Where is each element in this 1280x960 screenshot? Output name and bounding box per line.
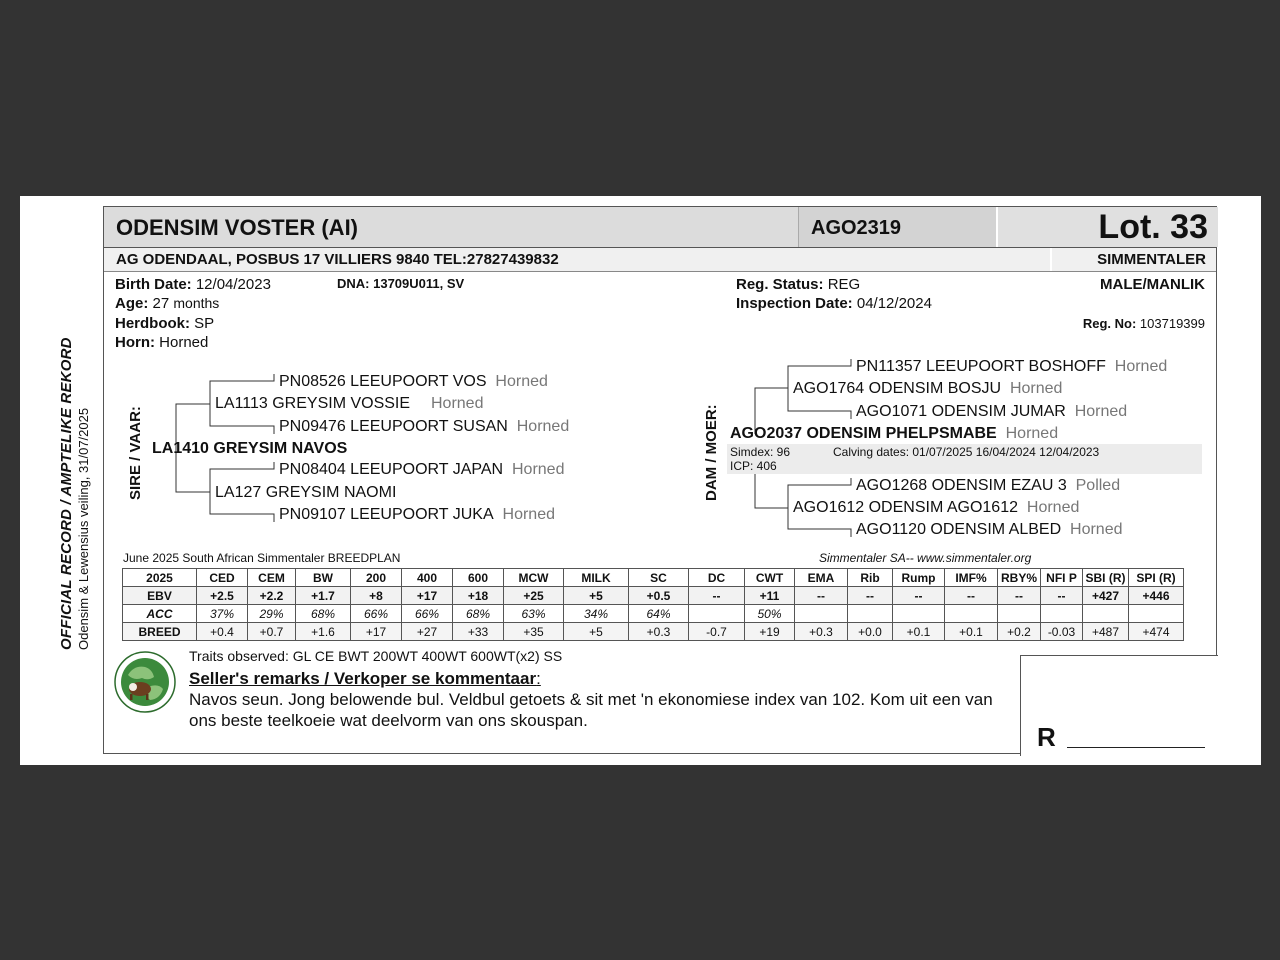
breedplan-cell: +27	[402, 623, 453, 641]
sire-sire: LA1113 GREYSIM VOSSIE	[215, 395, 411, 412]
breedplan-header-cell: 600	[453, 569, 504, 587]
breedplan-header-cell: EMA	[795, 569, 848, 587]
breedplan-cell: +1.6	[296, 623, 351, 641]
dam-sire: AGO1764 ODENSIM BOSJU Horned	[793, 380, 1063, 397]
breedplan-header-cell: 2025	[123, 569, 197, 587]
breedplan-cell: +0.3	[629, 623, 689, 641]
dam-name: AGO2037 ODENSIM PHELPSMABE	[730, 425, 997, 442]
lot-number: Lot. 33	[1098, 208, 1208, 246]
breedplan-cell: +17	[351, 623, 402, 641]
breedplan-cell	[795, 605, 848, 623]
breedplan-caption: June 2025 South African Simmentaler BREEDPLAN	[123, 551, 401, 565]
remarks-text: Navos seun. Jong belowende bul. Veldbul getoets & sit met 'n ekonomiese index van 102. Kom uit een van ons beste teelkoeie wat deelvorm van ons skouspan.	[189, 690, 993, 730]
auction-info: Odensim & Lewensius veiling, 31/07/2025	[76, 407, 91, 650]
breedplan-cell: --	[998, 587, 1041, 605]
breedplan-row	[123, 605, 1184, 623]
breedplan-row-label: BREED	[123, 623, 197, 641]
sire-sire-dam: PN09476 LEEUPOORT SUSAN Horned	[279, 418, 570, 435]
breedplan-header-cell: SC	[629, 569, 689, 587]
breedplan-cell: --	[795, 587, 848, 605]
breedplan-cell: 34%	[564, 605, 629, 623]
dam-info-box	[727, 444, 1202, 474]
breedplan-cell: +0.5	[629, 587, 689, 605]
breedplan-row	[123, 587, 1184, 605]
breedplan-header-cell: RBY%	[998, 569, 1041, 587]
breedplan-cell: -0.7	[689, 623, 745, 641]
breedplan-cell	[1129, 605, 1184, 623]
breedplan-header-cell: CEM	[248, 569, 296, 587]
horn-status: Horn: Horned	[115, 334, 209, 351]
breedplan-cell: +0.0	[848, 623, 893, 641]
breedplan-row	[123, 623, 1184, 641]
breedplan-cell: +0.1	[945, 623, 998, 641]
breedplan-cell: --	[848, 587, 893, 605]
breedplan-cell	[945, 605, 998, 623]
breedplan-cell: --	[689, 587, 745, 605]
sire-dam: LA127 GREYSIM NAOMI	[215, 484, 397, 501]
animal-code: AGO2319	[811, 217, 902, 239]
breedplan-cell	[998, 605, 1041, 623]
owner-info: AG ODENDAAL, POSBUS 17 VILLIERS 9840 TEL:27827439832	[116, 251, 559, 268]
breedplan-cell: -0.03	[1041, 623, 1083, 641]
breedplan-website: Simmentaler SA-- www.simmentaler.org	[819, 551, 1032, 565]
dam-calving-dates: Calving dates: 01/07/2025 16/04/2024 12/04/2023	[833, 445, 1100, 459]
breedplan-cell: 68%	[296, 605, 351, 623]
breedplan-header-cell: MILK	[564, 569, 629, 587]
breedplan-header-cell: CED	[197, 569, 248, 587]
breedplan-header-cell: Rump	[893, 569, 945, 587]
breedplan-header-cell: SBI (R)	[1083, 569, 1129, 587]
breedplan-cell: +17	[402, 587, 453, 605]
breedplan-cell: +5	[564, 623, 629, 641]
breedplan-cell: --	[893, 587, 945, 605]
breedplan-cell: 63%	[504, 605, 564, 623]
breedplan-header-row	[123, 569, 1184, 587]
breedplan-cell: --	[945, 587, 998, 605]
breedplan-cell: +35	[504, 623, 564, 641]
breedplan-header-cell: MCW	[504, 569, 564, 587]
breedplan-cell	[893, 605, 945, 623]
dam-icp: ICP: 406	[730, 459, 777, 473]
simmentaler-logo-icon	[114, 651, 176, 713]
official-record-title: OFFICIAL RECORD / AMPTELIKE REKORD	[58, 337, 75, 650]
sex: MALE/MANLIK	[1100, 276, 1205, 293]
breedplan-cell	[1083, 605, 1129, 623]
breedplan-cell: 66%	[402, 605, 453, 623]
breedplan-row-label: ACC	[123, 605, 197, 623]
breedplan-cell: +427	[1083, 587, 1129, 605]
dam-horn: Horned	[1005, 425, 1059, 442]
breedplan-cell: 68%	[453, 605, 504, 623]
breedplan-table	[122, 568, 1184, 641]
breedplan-header-cell: CWT	[745, 569, 795, 587]
breedplan-cell: +2.2	[248, 587, 296, 605]
breedplan-cell: +8	[351, 587, 402, 605]
dam-sire-sire: PN11357 LEEUPOORT BOSHOFF Horned	[856, 358, 1168, 375]
breedplan-cell: +25	[504, 587, 564, 605]
breedplan-header-cell: DC	[689, 569, 745, 587]
breedplan-cell: +446	[1129, 587, 1184, 605]
breedplan-cell: +2.5	[197, 587, 248, 605]
breedplan-cell	[1041, 605, 1083, 623]
sire-name: LA1410 GREYSIM NAVOS	[152, 440, 348, 457]
breedplan-header-cell: SPI (R)	[1129, 569, 1184, 587]
breedplan-cell: +0.4	[197, 623, 248, 641]
sire-dam-sire: PN08404 LEEUPOORT JAPAN Horned	[279, 461, 565, 478]
reg-status: Reg. Status: REG	[736, 276, 861, 293]
dam-name-line	[730, 425, 1058, 443]
price-currency: R	[1037, 722, 1056, 752]
breedplan-cell: +19	[745, 623, 795, 641]
breedplan-header-cell: NFI P	[1041, 569, 1083, 587]
breedplan-header-cell: 200	[351, 569, 402, 587]
breedplan-cell: +0.1	[893, 623, 945, 641]
animal-name: ODENSIM VOSTER (AI)	[116, 215, 359, 240]
breedplan-header-cell: BW	[296, 569, 351, 587]
breedplan-cell: +474	[1129, 623, 1184, 641]
breedplan-cell	[848, 605, 893, 623]
breedplan-row-label: EBV	[123, 587, 197, 605]
sire-sire-horn: Horned	[431, 395, 484, 412]
dna-info: DNA: 13709U011, SV	[337, 276, 465, 291]
breedplan-cell: 66%	[351, 605, 402, 623]
breedplan-cell: +0.2	[998, 623, 1041, 641]
breedplan-cell: +0.3	[795, 623, 848, 641]
breedplan-cell: +18	[453, 587, 504, 605]
breedplan-cell: --	[1041, 587, 1083, 605]
breedplan-cell: 64%	[629, 605, 689, 623]
remarks-title: Seller's remarks / Verkoper se kommentaar:	[189, 669, 541, 688]
dam-sire-dam: AGO1071 ODENSIM JUMAR Horned	[856, 403, 1128, 420]
breedplan-cell: 37%	[197, 605, 248, 623]
herdbook: Herdbook: SP	[115, 315, 215, 332]
birth-date: Birth Date: 12/04/2023	[115, 276, 271, 293]
dam-dam-dam: AGO1120 ODENSIM ALBED Horned	[856, 521, 1123, 538]
breedplan-cell: 50%	[745, 605, 795, 623]
traits-observed: Traits observed: GL CE BWT 200WT 400WT 600WT(x2) SS	[189, 648, 563, 664]
age: Age: 27 months	[115, 295, 220, 312]
breedplan-cell: +0.7	[248, 623, 296, 641]
breedplan-cell: +487	[1083, 623, 1129, 641]
breedplan-cell	[689, 605, 745, 623]
inspection-date: Inspection Date: 04/12/2024	[736, 295, 932, 312]
dam-simdex: Simdex: 96	[730, 445, 791, 459]
price-input-line[interactable]	[1067, 747, 1205, 748]
breed-name: SIMMENTALER	[1097, 251, 1206, 268]
breedplan-cell: +1.7	[296, 587, 351, 605]
breedplan-cell: +33	[453, 623, 504, 641]
breedplan-header-cell: 400	[402, 569, 453, 587]
breedplan-cell: +5	[564, 587, 629, 605]
breedplan-cell: +11	[745, 587, 795, 605]
dam-dam-sire: AGO1268 ODENSIM EZAU 3 Polled	[856, 477, 1121, 494]
breedplan-header-cell: Rib	[848, 569, 893, 587]
reg-number: Reg. No: 103719399	[1082, 316, 1205, 331]
breedplan-cell: 29%	[248, 605, 296, 623]
breedplan-header-cell: IMF%	[945, 569, 998, 587]
sire-dam-dam: PN09107 LEEUPOORT JUKA Horned	[279, 506, 555, 523]
sire-sire-sire: PN08526 LEEUPOORT VOS Horned	[279, 373, 548, 390]
dam-dam: AGO1612 ODENSIM AGO1612 Horned	[793, 499, 1080, 516]
